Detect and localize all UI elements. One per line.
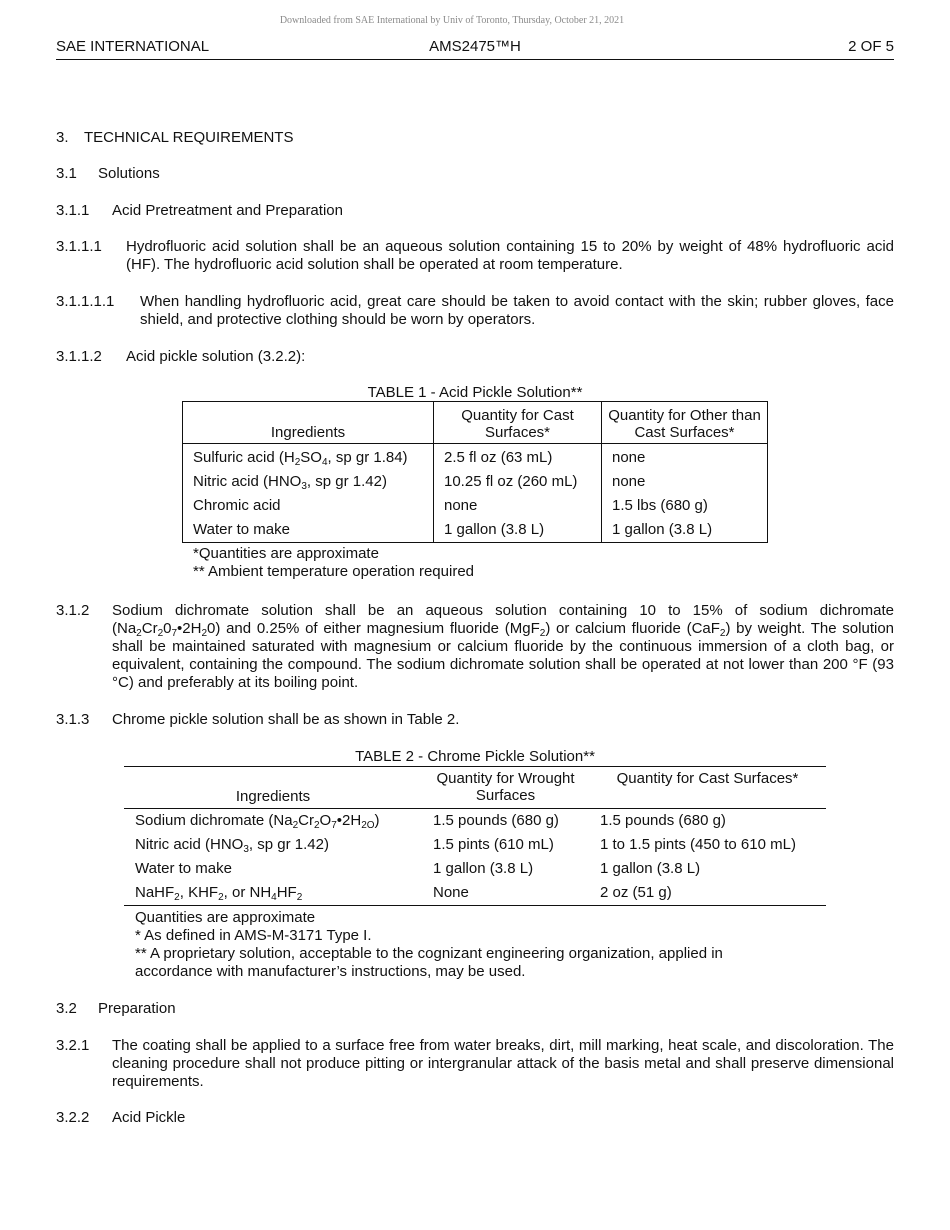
section-3-2-title: Preparation — [98, 1000, 176, 1017]
table2-cell-cast: 1 gallon (3.8 L) — [600, 860, 701, 877]
section-3-1-1-number: 3.1.1 — [56, 202, 90, 219]
table2-cell-wrought: None — [422, 881, 589, 906]
header-page-number: 2 OF 5 — [848, 38, 894, 55]
table1-cell-cast: none — [434, 494, 602, 518]
section-3-1-3-text: Chrome pickle solution shall be as shown in Table 2. — [112, 711, 460, 728]
table2-cell-ingredient: Sodium dichromate $(Na_2Cr_2O_7•2H_{2O})$ — [135, 812, 380, 831]
section-3-1-number: 3.1 — [56, 165, 77, 182]
table-row — [124, 809, 826, 834]
section-3-1-3-number: 3.1.3 — [56, 711, 90, 728]
table1-cell-other: 1.5 lbs (680 g) — [602, 494, 768, 518]
section-3-2-1-number: 3.2.1 — [56, 1037, 90, 1054]
header-document-number: AMS2475™H — [429, 38, 521, 55]
table2-note-ams-definition: * As defined in AMS-M-3171 Type I. — [135, 927, 372, 944]
table2-caption: TABLE 2 - Chrome Pickle Solution** — [355, 748, 595, 765]
table1-cell-other: none — [602, 444, 768, 471]
section-3-1-1-1-number: 3.1.1.1 — [56, 238, 102, 255]
section-3-1-1-1-1-number: 3.1.1.1.1 — [56, 293, 115, 310]
table2-header-wrought: Quantity for Wrought Surfaces — [422, 767, 589, 809]
section-3-1-1-2-text: Acid pickle solution (3.2.2): — [126, 348, 306, 365]
table2-cell-ingredient: NaHF$_2$, $KHF_2$, or $NH_4HF_2$ — [124, 881, 422, 906]
section-3-1-1-1-text: Hydrofluoric acid solution shall be an aqueous solution containing 15 to 20% by weight of 48% hydrofluoric acid (HF). The hydrofluoric acid solution shall be operated at room temperature. — [126, 238, 894, 273]
section-3-1-1-1-1-text: When handling hydrofluoric acid, great care should be taken to avoid contact with the skin; rubber gloves, face shield, and protective clothing should be worn by operators. — [140, 293, 894, 328]
table2-cell-cast: 1 to 1.5 pints (450 to 610 mL) — [600, 836, 796, 853]
table1-cell-cast: 2.5 fl oz (63 mL) — [434, 444, 602, 471]
table2-cell-ingredient: Water to make — [135, 860, 232, 877]
table2-cell-cast: 1.5 pounds (680 g) — [600, 812, 726, 829]
table-row — [183, 470, 768, 494]
table2-header-cast: Quantity for Cast Surfaces* — [589, 767, 826, 809]
header-organization: SAE INTERNATIONAL — [56, 38, 210, 55]
table2-cell-wrought: 1.5 pounds (680 g) — [433, 812, 559, 829]
section-3-1-1-title: Acid Pretreatment and Preparation — [112, 202, 343, 219]
table1-cell-other: 1 gallon (3.8 L) — [602, 518, 768, 543]
section-3-1-title: Solutions — [98, 165, 160, 182]
table2-note-proprietary: ** A proprietary solution, acceptable to the cognizant engineering organization, applied in accordance with manufacturer’s instructions, may be used. — [135, 945, 723, 980]
page-header — [56, 38, 894, 60]
table1-note-ambient: ** Ambient temperature operation required — [193, 563, 475, 580]
table2-header-ingredients: Ingredients — [124, 767, 422, 809]
table2-cell-wrought: 1 gallon (3.8 L) — [433, 860, 534, 877]
table-row — [183, 518, 768, 543]
table1-header-ingredients: Ingredients — [183, 402, 434, 444]
table-row — [124, 881, 826, 906]
section-3-1-2-number: 3.1.2 — [56, 602, 90, 619]
table-row — [183, 444, 768, 471]
table2-cell-wrought: 1.5 pints (610 mL) — [433, 836, 554, 853]
table1-cell-ingredient: Sulfuric acid ($H_2SO_4$, sp gr 1.84) — [183, 444, 434, 471]
table1-header-other: Quantity for Other than Cast Surfaces* — [602, 402, 768, 444]
section-3-number: 3. — [56, 129, 69, 146]
table1-cell-other: none — [602, 470, 768, 494]
section-3-1-2-text: Sodium dichromate solution shall be an aqueous solution containing 10 to 15% of sodium dichromate $(Na_2Cr_20_7•2H_20)$ and 0.25% of either magnesium fluoride (MgF$_2$) or calcium fluoride (CaF$_2$) by weight. The solution shall be maintained saturated with magnesium or calcium fluoride by the continuous immersion of a cloth bag, or equivalent, containing the compound. The sodium dichromate solution shall be operated at not lower than 200 °F (93 °C) and preferably at its boiling point. — [112, 602, 894, 691]
section-3-2-2-number: 3.2.2 — [56, 1109, 90, 1126]
table2-chrome-pickle — [124, 766, 826, 906]
section-3-2-2-title: Acid Pickle — [112, 1109, 186, 1126]
table-row — [183, 494, 768, 518]
table1-cell-cast: 10.25 fl oz (260 mL) — [434, 470, 602, 494]
table2-cell-cast: 2 oz (51 g) — [589, 881, 826, 906]
table1-cell-cast: 1 gallon (3.8 L) — [434, 518, 602, 543]
table1-cell-ingredient: Water to make — [183, 518, 434, 543]
section-3-2-1-text: The coating shall be applied to a surface free from water breaks, dirt, mill marking, heat scale, and discoloration. The cleaning procedure shall not produce pitting or intergranular attack of the basis metal and shall preserve dimensional requirements. — [112, 1037, 894, 1090]
table1-acid-pickle — [182, 401, 768, 543]
table-row — [124, 857, 826, 881]
section-3-title: TECHNICAL REQUIREMENTS — [84, 129, 294, 146]
table1-caption: TABLE 1 - Acid Pickle Solution** — [367, 384, 583, 401]
table1-cell-ingredient: Nitric acid ($HNO_3$, sp gr 1.42) — [183, 470, 434, 494]
table2-cell-ingredient: Nitric acid ($HNO_3$, sp gr 1.42) — [135, 836, 329, 855]
table-row — [124, 833, 826, 857]
download-watermark: Downloaded from SAE International by Univ of Toronto, Thursday, October 21, 2021 — [279, 15, 625, 26]
section-3-2-number: 3.2 — [56, 1000, 77, 1017]
table2-note-approximate: Quantities are approximate — [135, 909, 316, 926]
table1-cell-ingredient: Chromic acid — [183, 494, 434, 518]
section-3-1-1-2-number: 3.1.1.2 — [56, 348, 102, 365]
table1-note-approximate: *Quantities are approximate — [193, 545, 379, 562]
table1-header-cast: Quantity for Cast Surfaces* — [434, 402, 602, 444]
